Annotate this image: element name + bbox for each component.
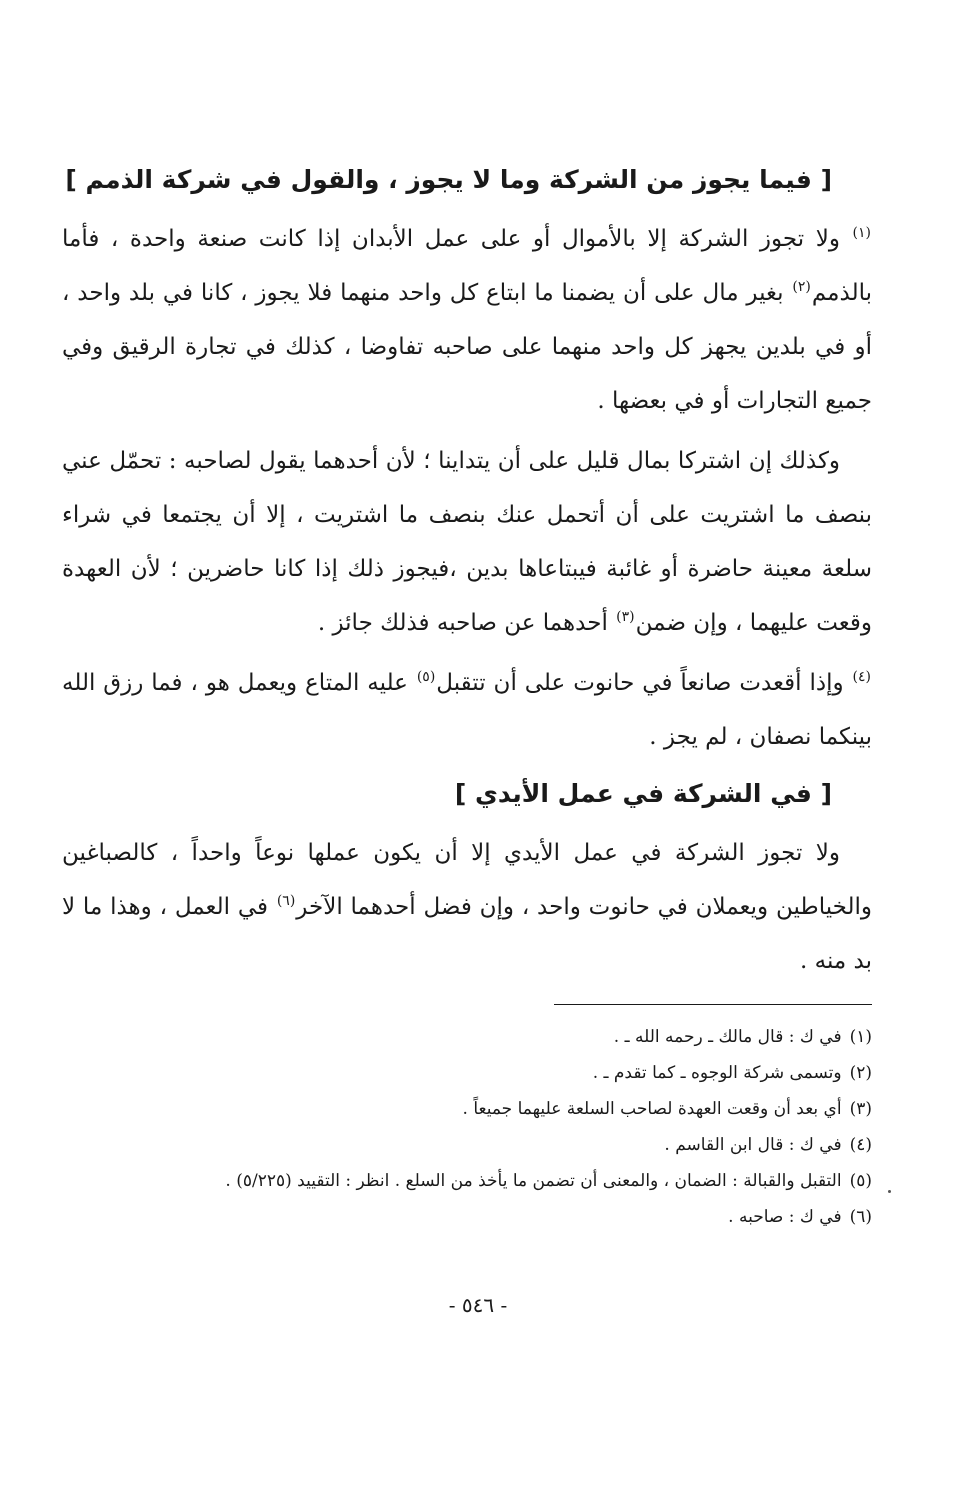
paragraph-2	[62, 434, 872, 650]
footnote-ref-3[interactable]: (٣)	[616, 609, 635, 626]
footnote-ref-2[interactable]: (٢)	[792, 279, 811, 296]
paragraph-text: وكذلك إن اشتركا بمال قليل على أن يتداينا ؛ لأن أحدهما يقول لصاحبه : تحمّل عني بنصف ما اشتريت على أن أتحمل عنك بنصف ما اشتريت ، إلا أن يجتمعا في شراء سلعة معينة حاضرة أو غائبة فيبتاعاها بدين ،فيجوز ذلك إذا كانا حاضرين ؛ لأن العهدة وقعت عليهما ، وإن ضمن	[62, 448, 872, 636]
paragraph-text: بغير مال على أن يضمنا ما ابتاع كل واحد منهما فلا يجوز ، كانا في بلد واحد ، أو في بلدين يجهز كل واحد منهما على صاحبه تفاوضا ، كذلك في تجارة الرقيق وفي جميع التجارات أو في بعضها .	[62, 280, 872, 414]
paragraph-text: وإذا أقعدت صانعاً في حانوت على أن تتقبل	[436, 670, 852, 696]
footnote-number: (٣)	[849, 1099, 872, 1119]
footnote-2	[62, 1055, 872, 1091]
paragraph-text: في العمل ، وهذا ما لا بد منه .	[62, 894, 872, 974]
paragraph-3	[62, 656, 872, 764]
footnote-text: التقبل والقبالة : الضمان ، والمعنى أن تضمن ما يأخذ من السلع . انظر : التقييد (٥/٢٢٥) .	[225, 1171, 842, 1191]
page-number: - ٥٤٦ -	[448, 1293, 508, 1317]
footnote-number: (١)	[849, 1027, 872, 1047]
section-heading-partnership-types: [ فيما يجوز من الشركة وما لا يجوز ، والقول في شركة الذمم ]	[65, 165, 832, 194]
footnote-text: أي بعد أن وقعت العهدة لصاحب السلعة عليهما جميعاً .	[462, 1099, 842, 1119]
margin-dot	[888, 1190, 891, 1193]
section-heading-manual-labor: [ في الشركة في عمل الأيدي ]	[454, 779, 832, 808]
footnote-4	[62, 1127, 872, 1163]
footnote-ref-6[interactable]: (٦)	[276, 893, 296, 910]
footnote-ref-4[interactable]: (٤)	[852, 669, 871, 686]
paragraph-1	[62, 212, 872, 428]
footnote-text: وتسمى شركة الوجوه ـ كما تقدم ـ .	[592, 1063, 842, 1083]
page-body	[62, 150, 872, 1235]
footnote-ref-5[interactable]: (٥)	[416, 669, 436, 686]
footnote-ref-1[interactable]: (١)	[852, 225, 871, 242]
footnote-number: (٥)	[849, 1171, 872, 1191]
footnote-text: في ك : قال مالك ـ رحمه الله ـ .	[613, 1027, 842, 1047]
paragraph-text: ولا تجوز الشركة في عمل الأيدي إلا أن يكون عملها نوعاً واحداً ، كالصباغين والخياطين ويعملان في حانوت واحد ، وإن فضل أحدهما الآخر	[62, 840, 872, 920]
footnote-number: (٤)	[849, 1135, 872, 1155]
paragraph-text: عليه المتاع ويعمل هو ، فما رزق الله بينكما نصفان ، لم يجز .	[62, 670, 872, 750]
footnotes-list	[62, 1019, 872, 1235]
footnote-1	[62, 1019, 872, 1055]
footnote-5	[62, 1163, 872, 1199]
paragraph-text: ولا تجوز الشركة إلا بالأموال أو على عمل الأبدان إذا كانت صنعة واحدة ، فأما بالذمم	[62, 226, 872, 306]
paragraph-text: أحدهما عن صاحبه فذلك جائز .	[317, 610, 616, 636]
footnote-number: (٦)	[849, 1207, 872, 1227]
footnote-text: في ك : قال ابن القاسم .	[664, 1135, 842, 1155]
footnote-6	[62, 1199, 872, 1235]
footnote-3	[62, 1091, 872, 1127]
footnote-number: (٢)	[849, 1063, 872, 1083]
paragraph-4	[62, 826, 872, 988]
footnote-divider	[554, 1004, 872, 1005]
footnote-text: في ك : صاحبه .	[728, 1207, 842, 1227]
